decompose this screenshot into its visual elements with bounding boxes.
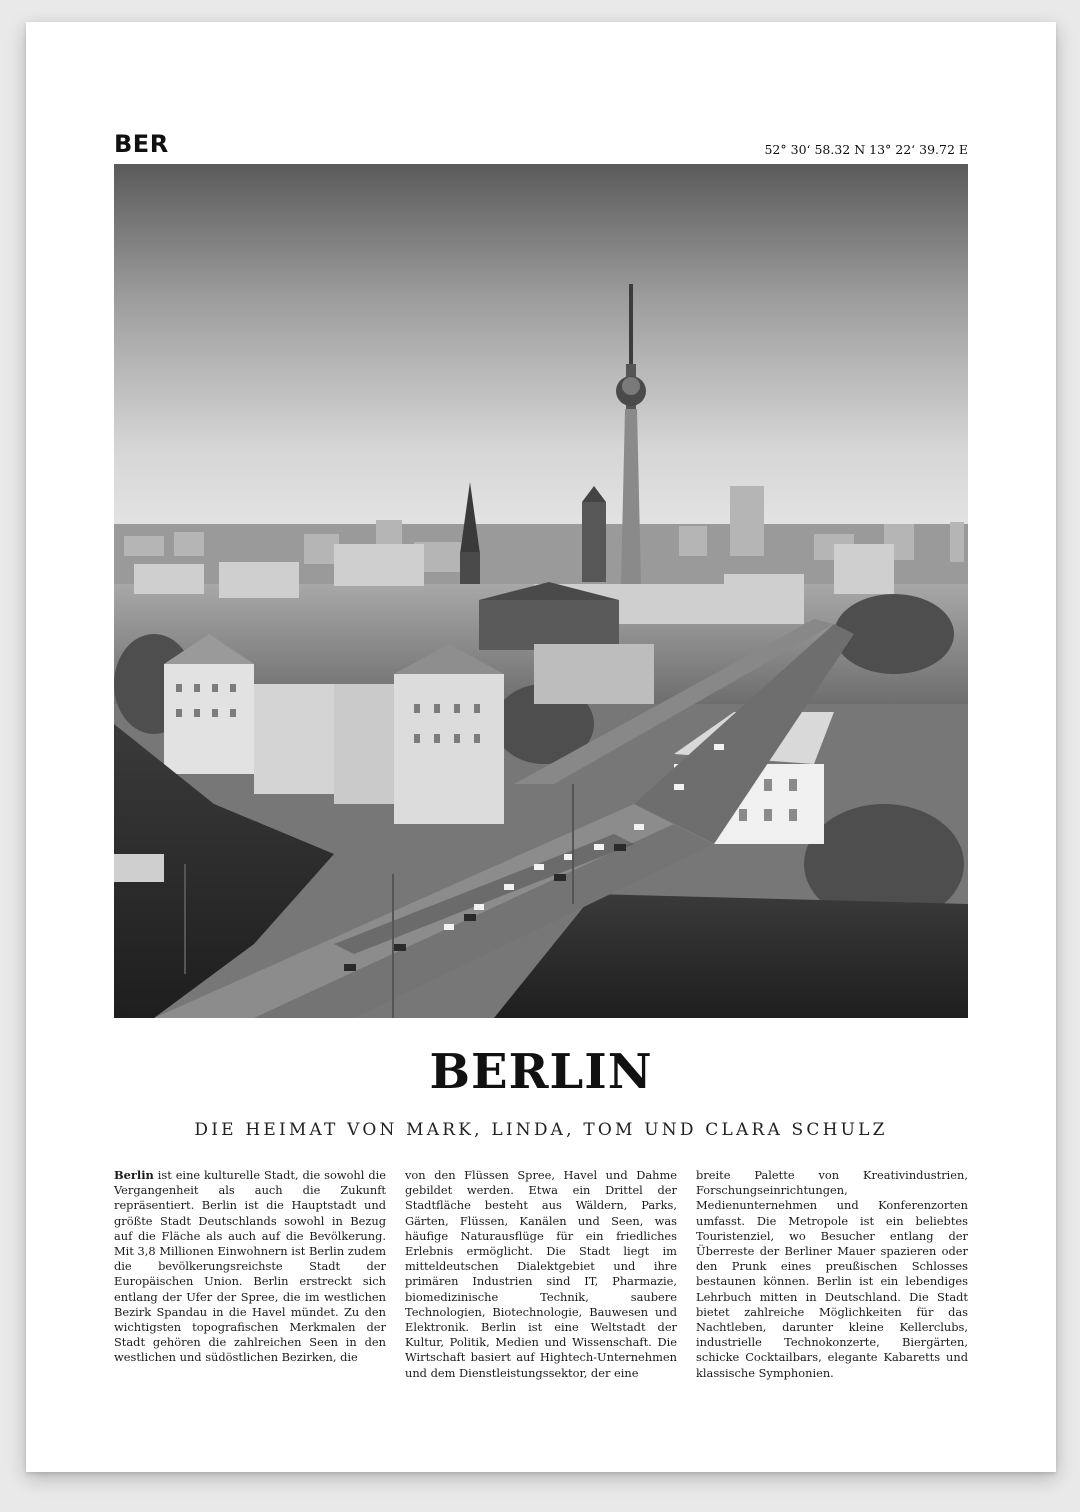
- berlin-skyline-photo: [114, 164, 968, 1018]
- coordinates: 52° 30‘ 58.32 N 13° 22‘ 39.72 E: [764, 142, 968, 157]
- text-column-1: [114, 1168, 386, 1381]
- lead-word: Berlin: [114, 1168, 154, 1182]
- body-text: [114, 1168, 968, 1381]
- column-1-text: ist eine kulturelle Stadt, die sowohl die Vergangenheit als auch die Zukunft repräsentiert. Berlin ist die Hauptstadt und größte Stadt Deutschlands sowohl in Bezug auf die Fläche als auch auf die Bevölkerung. Mit 3,8 Millionen Einwohnern ist Berlin zudem die bevölkerungsreichste Stadt der Europäischen Union. Berlin erstreckt sich entlang der Ufer der Spree, die im westlichen Bezirk Spandau in die Havel mündet. Zu den wichtigsten topografischen Merkmalen der Stadt gehören die zahlreichen Seen in den westlichen und südöstlichen Bezirken, die: [114, 1168, 386, 1365]
- text-column-2: von den Flüssen Spree, Havel und Dahme gebildet werden. Etwa ein Drittel der Stadtfläche besteht aus Wäldern, Parks, Gärten, Flüssen, Kanälen und Seen, was häufige Naturausflüge für ein friedliches Erlebnis ermöglicht. Die Stadt liegt im mitteldeutschen Dialektgebiet und ihre primären Industrien sind IT, Pharmazie, biomedizinische Technik, saubere Technologien, Biotechnologie, Bauwesen und Elektronik. Berlin ist eine Weltstadt der Kultur, Politik, Medien und Wissenschaft. Die Wirtschaft basiert auf Hightech-Unternehmen und dem Dienstleistungssektor, der eine: [405, 1168, 677, 1380]
- subtitle: DIE HEIMAT VON MARK, LINDA, TOM UND CLARA SCHULZ: [194, 1120, 888, 1140]
- page-title: BERLIN: [429, 1044, 653, 1100]
- city-code: BER: [114, 130, 169, 158]
- poster: [26, 22, 1056, 1472]
- text-column-3: breite Palette von Kreativindustrien, Forschungseinrichtungen, Medienunternehmen und Konferenzorten umfasst. Die Metropole ist ein beliebtes Touristenziel, wo Besucher entlang der Überreste der Berliner Mauer spazieren oder den Prunk eines preußischen Schlosses bestaunen können. Berlin ist ein lebendiges Lehrbuch mitten in Deutschland. Die Stadt bietet zahlreiche Möglichkeiten für das Nachtleben, darunter kleine Kellerclubs, industrielle Technokonzerte, Biergärten, schicke Cocktailbars, elegante Kabaretts und klassische Symphonien.: [696, 1168, 968, 1380]
